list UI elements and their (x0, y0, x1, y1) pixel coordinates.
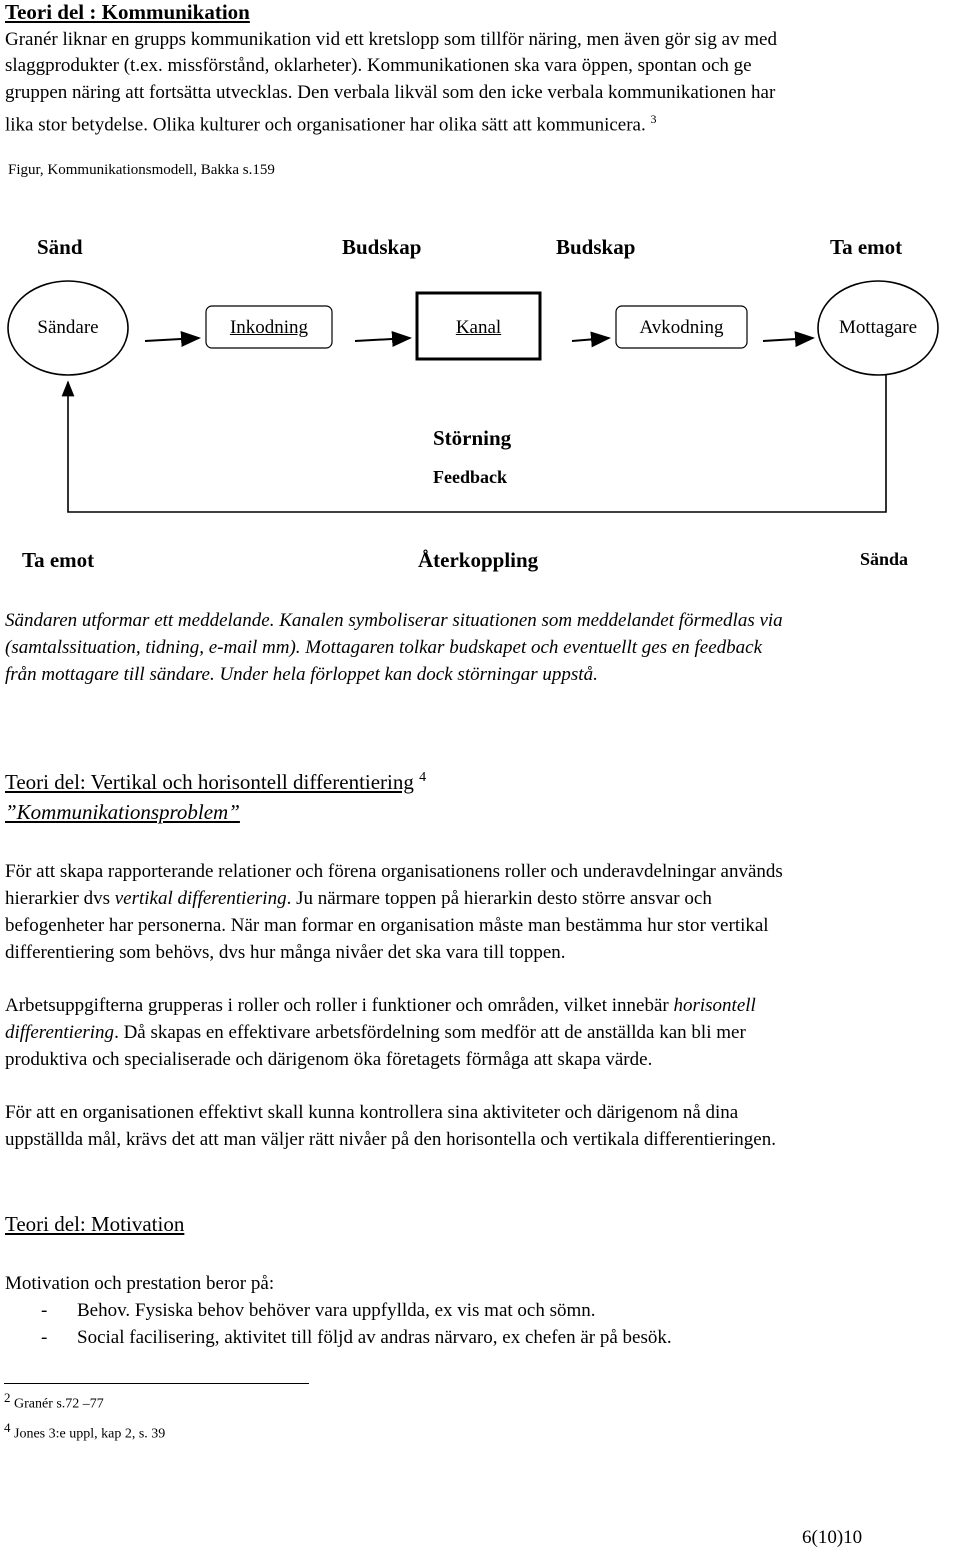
list-bullet: - (41, 1327, 48, 1348)
paragraph-line (5, 886, 712, 913)
footnote-separator (4, 1383, 309, 1384)
paragraph-text: . Ju närmare toppen på hierarkin desto större ansvar och (286, 888, 712, 909)
figure-caption: Figur, Kommunikationsmodell, Bakka s.159 (8, 162, 275, 178)
paragraph-line: För att skapa rapporterande relationer och förena organisationens roller och underavdelningar används (5, 861, 783, 882)
list-item (5, 1298, 596, 1325)
arrow-kanal-avkodning (572, 338, 609, 341)
section-subtitle: ”Kommunikationsproblem” (5, 800, 240, 824)
paragraph-term: vertikal differentiering (114, 888, 287, 909)
footnote-number: 2 (4, 1390, 11, 1405)
diagram-label-aterkoppling: Återkoppling (418, 548, 539, 572)
paragraph-text: lika stor betydelse. (5, 114, 148, 136)
paragraph-line: Motivation och prestation beror på: (5, 1273, 275, 1294)
paragraph-line: För att en organisationen effektivt skall kunna kontrollera sina aktiviteter och därigenom nå dina (5, 1102, 739, 1123)
footnote-ref: 4 (419, 770, 427, 785)
paragraph-line: befogenheter har personerna. När man formar en organisation måste man bestämma hur stor vertikal (5, 915, 769, 936)
footnote-ref: 3 (650, 112, 657, 126)
paragraph-line: Granér liknar en grupps kommunikation vid ett kretslopp som tillför näring, men även gör sig av med (5, 29, 777, 50)
footnote-text: Jones 3:e uppl, kap 2, s. 39 (14, 1426, 166, 1442)
diagram-label-sanda: Sända (860, 549, 909, 569)
paragraph-line: uppställda mål, krävs det att man väljer rätt nivåer på den horisontella och vertikala differentieringen. (5, 1129, 776, 1150)
section-title: Teori del: Vertikal och horisontell differentiering (5, 770, 414, 794)
list-bullet: - (41, 1300, 48, 1321)
diagram-label-ta-emot-bottom: Ta emot (22, 548, 95, 572)
footnote-item (4, 1420, 165, 1443)
list-item-text: Social facilisering, aktivitet till följd av andras närvaro, ex chefen är på besök. (77, 1327, 672, 1348)
footnote-number: 4 (4, 1420, 11, 1435)
paragraph-line (5, 1020, 746, 1047)
node-sandare: Sändare (37, 317, 99, 338)
explanation-line: från mottagare till sändare. Under hela förloppet kan dock störningar uppstå. (5, 664, 598, 685)
section-title-motivation: Teori del: Motivation (5, 1212, 185, 1236)
list-item-text: Behov. Fysiska behov behöver vara uppfyllda, ex vis mat och sömn. (77, 1300, 596, 1321)
node-avkodning: Avkodning (639, 317, 724, 338)
paragraph-text: Arbetsuppgifterna grupperas i roller och roller i funktioner och områden, vilket innebär (5, 995, 674, 1016)
paragraph-line: differentiering som behövs, dvs hur många nivåer det ska vara till toppen. (5, 942, 566, 963)
paragraph-line (5, 993, 756, 1020)
explanation-line: (samtalssituation, tidning, e-mail mm). Mottagaren tolkar budskapet och eventuellt ges en feedback (5, 637, 763, 658)
node-kanal: Kanal (455, 317, 502, 338)
arrow-sandare-inkodning (145, 338, 199, 341)
footnote-text: Granér s.72 –77 (14, 1396, 104, 1412)
diagram-label-sand: Sänd (37, 235, 83, 259)
paragraph-line: gruppen näring att fortsätta utvecklas. Den verbala likväl som den icke verbala kommunikationen har (5, 82, 776, 103)
page-number: 6(10)10 (802, 1527, 863, 1548)
paragraph-line: produktiva och specialiserade och därigenom öka företagets förmåga att skapa värde. (5, 1049, 653, 1070)
paragraph-line: slaggprodukter (t.ex. missförstånd, oklarheter). Kommunikationen ska vara öppen, spontan och ge (5, 55, 752, 76)
paragraph-text: . Då skapas en effektivare arbetsfördelning som medför att de anställda kan bli mer (114, 1022, 746, 1043)
diagram-label-ta-emot-top: Ta emot (830, 235, 903, 259)
diagram-label-budskap-1: Budskap (342, 235, 422, 259)
paragraph-text: hierarkier dvs (5, 888, 115, 909)
paragraph-line (5, 106, 656, 139)
footnote-item (4, 1390, 104, 1413)
paragraph-term: horisontell (673, 995, 756, 1016)
section-title-kommunikation: Teori del : Kommunikation (5, 0, 250, 24)
paragraph-term: differentiering (5, 1022, 115, 1043)
explanation-line: Sändaren utformar ett meddelande. Kanalen symboliserar situationen som meddelandet förmedlas via (5, 610, 783, 631)
arrow-inkodning-kanal (355, 338, 410, 341)
arrow-avkodning-mottagare (763, 338, 813, 341)
paragraph-text: Olika kulturer och organisationer har olika sätt att kommunicera. (152, 114, 646, 136)
diagram-label-budskap-2: Budskap (556, 235, 636, 259)
node-mottagare: Mottagare (838, 317, 918, 338)
list-item (5, 1325, 672, 1352)
diagram-label-feedback: Feedback (433, 467, 507, 487)
section-heading-differentiering (5, 770, 426, 795)
node-inkodning: Inkodning (229, 317, 309, 338)
diagram-label-storning: Störning (433, 426, 512, 450)
